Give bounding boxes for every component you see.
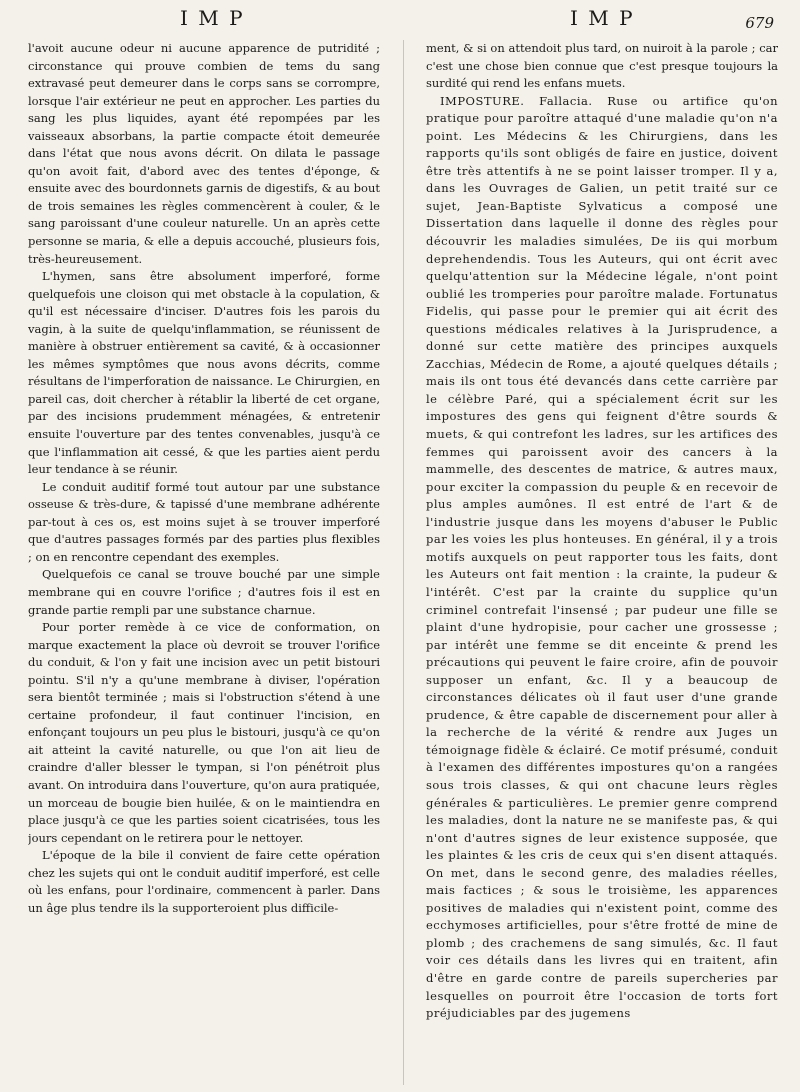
page-number: 679 [745, 14, 774, 32]
paragraph: ment, & si on attendoit plus tard, on nuiroit à la parole ; car c'est une chose bien connue que c'est presque toujours la surdité qui rend les enfans muets. [426, 41, 778, 91]
paragraph: Pour porter remède à ce vice de conformation, on marque exactement la place où devroit se trouver l'orifice du conduit, & l'on y fait une incision avec un petit bistouri pointu. S'il n'y a qu'une membrane à diviser, l'opération sera bientôt terminée ; mais si l'obstruction s'étend à une certaine profondeur, il faut continuer l'incision, en enfonçant toujours un peu plus le bistouri, jusqu'à ce qu'on ait atteint la cavité naturelle, ou que l'on ait lieu de craindre d'aller blesser le tympan, si l'on pénétroit plus avant. On introduira dans l'ouverture, qu'on aura pratiquée, un morceau de bougie bien huilée, & on le maintiendra en place jusqu'à ce que les parties soient cicatrisées, tous les jours cependant on le retirera pour le nettoyer. [28, 620, 380, 845]
paragraph: L'époque de la bile il convient de faire cette opération chez les sujets qui ont le conduit auditif imperforé, est celle où les enfans, pour l'ordinaire, commencent à parler. Dans un âge plus tendre ils la supporteroient plus difficile- [28, 848, 380, 915]
column-divider [403, 40, 404, 1085]
left-column [28, 40, 380, 1090]
paragraph: L'hymen, sans être absolument imperforé, forme quelquefois une cloison qui met obstacle à la copulation, & qu'il est nécessaire d'inciser. D'autres fois les parois du vagin, à la suite de quelqu'inflammation, se réunissent de manière à obstruer entièrement sa cavité, & à occasionner les mêmes symptômes que nous avons décrits, comme résultans de l'imperforation de naissance. Le Chirurgien, en pareil cas, doit chercher à rétablir la liberté de cet organe, par des incisions prudemment ménagées, & entretenir ensuite l'ouverture par des tentes convenables, jusqu'à ce que l'inflammation ait cessé, & que les parties aient perdu leur tendance à se réunir. [28, 269, 380, 477]
paragraph: Le conduit auditif formé tout autour par une substance osseuse & très-dure, & tapissé d'une membrane adhérente par-tout à ces os, est moins sujet à se trouver imperforé que d'autres passages formés par des parties plus flexibles ; on en rencontre cependant des exemples. [28, 479, 380, 564]
paragraph: l'avoit aucune odeur ni aucune apparence de putridité ; circonstance qui prouve combien de tems du sang extravasé peut demeurer dans le corps sans se corrompre, lorsque l'air extérieur ne peut en approcher. Les parties du sang les plus liquides, ayant été repompées par les vaisseaux absorbans, la partie compacte étoit demeurée dans l'état que nous avons décrit. On dilata le passage qu'on avoit fait, d'abord avec des tentes d'éponge, & ensuite avec des bourdonnets garnis de digestifs, & au bout de trois semaines les règles commencèrent à couler, & le sang paroissant d'une couleur naturelle. Un an après cette personne se maria, & elle a depuis accouché, plusieurs fois, très-heureusement. [28, 41, 380, 266]
paragraph: Quelquefois ce canal se trouve bouché par une simple membrane qui en couvre l'orifice ; d'autres fois il est en grande partie rempli par une substance charnue. [28, 567, 380, 617]
entry-imposture: IMPOSTURE. Fallacia. Ruse ou artifice qu'on pratique pour paroître attaqué d'une maladie qu'on n'a point. Les Médecins & les Chirurgiens, dans les rapports qu'ils sont obligés de faire en justice, doivent être très attentifs à ne se point laisser tromper. Il y a, dans les Ouvrages de Galien, un petit traité sur ce sujet, Jean-Baptiste Sylvaticus a composé une Dissertation dans laquelle il donne des règles pour découvrir les maladies simulées, De iis qui morbum deprehendendis. Tous les Auteurs, qui ont écrit avec quelqu'attention sur la Médecine légale, n'ont point oublié les tromperies pour paroître malade. Fortunatus Fidelis, qui passe pour le premier qui ait écrit des questions médicales relatives à la Jurisprudence, a donné sur cette matière des principes auxquels Zacchias, Médecin de Rome, a ajouté quelques détails ; mais ils ont tous été devancés dans cette carrière par le célèbre Paré, qui a spécialement écrit sur les impostures des gens qui feignent d'être sourds & muets, & qui contrefont les ladres, sur les artifices des femmes qui paroissent avoir des cancers à la mammelle, des descentes de matrice, & autres maux, pour exciter la compassion du peuple & en recevoir de plus amples aumônes. Il est entré de l'art & de l'industrie jusque dans les moyens d'abuser le Public par les voies les plus honteuses. En général, il y a trois motifs auxquels on peut rapporter tous les faits, dont les Auteurs ont fait mention : la crainte, la pudeur & l'intérêt. C'est par la crainte du supplice qu'un criminel contrefait l'insensé ; par pudeur une fille se plaint d'une hydropisie, pour cacher une grossesse ; par intérêt une femme se dit enceinte & prend les précautions qui peuvent le faire croire, afin de pouvoir supposer un enfant, &c. Il y a beaucoup de circonstances délicates où il faut user d'une grande prudence, & être capable de discernement pour aller à la recherche de la vérité & rendre aux Juges un témoignage fidèle & éclairé. Ce motif présumé, conduit à l'examen des différentes impostures qu'on a rangées sous trois classes, & qui ont chacune leurs règles générales & particulières. Le premier genre comprend les maladies, dont la nature ne se manifeste pas, & qui n'ont d'autres signes de leur existence supposée, que les plaintes & les cris de ceux qui s'en disent attaqués. On met, dans le second genre, des maladies réelles, mais factices ; & sous le troisième, les apparences positives de maladies qui n'existent point, comme des ecchymoses artificielles, pour s'être frotté de mine de plomb ; des crachemens de sang simulés, &c. Il faut voir ces détails dans les livres qui en traitent, afin d'être en garde contre de pareils supercheries par lesquelles on pourroit être l'occasion de torts fort préjudiciables par des jugemens [426, 93, 778, 1021]
running-head-left: I M P [180, 6, 245, 30]
running-head-right: I M P [570, 6, 635, 30]
right-column [426, 40, 778, 1090]
